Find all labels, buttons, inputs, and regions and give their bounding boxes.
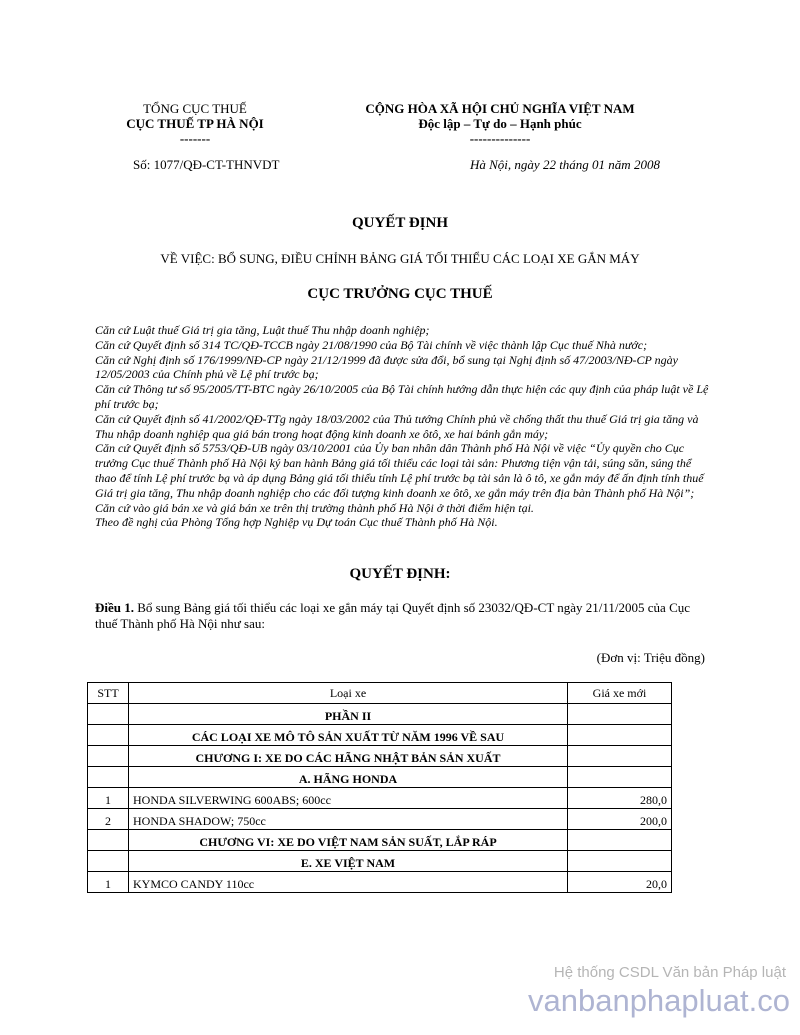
row-name: KYMCO CANDY 110cc (129, 872, 568, 893)
row-name: CÁC LOẠI XE MÔ TÔ SẢN XUẤT TỪ NĂM 1996 VỀ SAU (129, 725, 568, 746)
row-price: 280,0 (568, 788, 672, 809)
document-number: Số: 1077/QĐ-CT-THNVDT (133, 157, 280, 172)
row-name: HONDA SHADOW; 750cc (129, 809, 568, 830)
table-row (88, 746, 672, 767)
basis-item: Căn cứ Quyết định số 5753/QĐ-UB ngày 03/10/2001 của Ủy ban nhân dân Thành phố Hà Nội về việc “Ủy quyền cho Cục trưởng Cục thuế Thành phố Hà Nội ký ban hành Bảng giá tối thiểu các loại tài sản: Phương tiện vận tải, súng săn, súng thể thao để tính Lệ phí trước bạ và áp dụng Bảng giá tối thiểu tính Lệ phí trước bạ tài sản là ô tô, xe gắn máy để ấn định tính thuế Giá trị gia tăng, Thu nhập doanh nghiệp cho các đối tượng kinh doanh xe ôtô, xe gắn máy trên địa bàn Thành phố Hà Nội”; (95, 441, 704, 500)
legal-basis (95, 323, 710, 530)
issuer-name: CỤC THUẾ TP HÀ NỘI (126, 116, 264, 131)
row-price (568, 746, 672, 767)
document-date: Hà Nội, ngày 22 tháng 01 năm 2008 (470, 157, 660, 172)
row-price: 200,0 (568, 809, 672, 830)
row-stt (88, 830, 129, 851)
article-1-text: Bổ sung Bảng giá tối thiểu các loại xe gắn máy tại Quyết định số 23032/QĐ-CT ngày 21/11/2005 của Cục thuế Thành phố Hà Nội như sau: (95, 600, 691, 631)
row-stt (88, 704, 129, 725)
basis-item: Căn cứ Thông tư số 95/2005/TT-BTC ngày 26/10/2005 của Bộ Tài chính hướng dẫn thực hiện các quy định của pháp luật về Lệ phí trước bạ; (95, 382, 709, 411)
issuer-block (90, 101, 300, 146)
header-vehicle-type: Loại xe (129, 683, 568, 704)
table-header-row (88, 683, 672, 704)
table-row (88, 809, 672, 830)
issuer-divider: ------- (179, 131, 211, 146)
national-motto-block (330, 101, 670, 146)
row-name: CHƯƠNG VI: XE DO VIỆT NAM SẢN SUẤT, LẮP RÁP (129, 830, 568, 851)
row-name: PHẦN II (129, 704, 568, 725)
table-row (88, 851, 672, 872)
table-row (88, 725, 672, 746)
table-row (88, 788, 672, 809)
header-stt: STT (88, 683, 129, 704)
row-price (568, 704, 672, 725)
row-name: CHƯƠNG I: XE DO CÁC HÃNG NHẬT BẢN SẢN XUẤT (129, 746, 568, 767)
table-row (88, 872, 672, 893)
table-row (88, 767, 672, 788)
row-stt (88, 851, 129, 872)
row-stt: 1 (88, 788, 129, 809)
decision-heading: QUYẾT ĐỊNH: (349, 566, 451, 582)
article-1-label: Điều 1. (95, 600, 134, 615)
motto: Độc lập – Tự do – Hạnh phúc (418, 116, 582, 131)
basis-item: Căn cứ Luật thuế Giá trị gia tăng, Luật thuế Thu nhập doanh nghiệp; (95, 323, 430, 337)
basis-item: Căn cứ vào giá bán xe và giá bán xe trên thị trường thành phố Hà Nội ở thời điểm hiện tại. (95, 500, 534, 515)
basis-item: Căn cứ Nghị định số 176/1999/NĐ-CP ngày 21/12/1999 đã được sửa đổi, bổ sung tại Nghị định số 47/2003/NĐ-CP ngày 12/05/2003 của Chính phủ về Lệ phí trước bạ; (95, 352, 678, 382)
row-stt (88, 725, 129, 746)
watermark-domain: vanbanphapluat.co (527, 983, 790, 1018)
row-price: 20,0 (568, 872, 672, 893)
row-name: E. XE VIỆT NAM (129, 851, 568, 872)
row-stt (88, 746, 129, 767)
basis-item: Theo đề nghị của Phòng Tổng hợp Nghiệp vụ Dự toán Cục thuế Thành phố Hà Nội. (95, 515, 498, 530)
basis-item: Căn cứ Quyết định số 41/2002/QĐ-TTg ngày 18/03/2002 của Thủ tướng Chính phủ về chống thất thu thuế Giá trị gia tăng và Thu nhập doanh nghiệp qua giá bán trong hoạt động kinh doanh xe ôtô, xe hai bánh gắn máy; (95, 411, 699, 441)
nation-name: CỘNG HÒA XÃ HỘI CHỦ NGHĨA VIỆT NAM (365, 101, 635, 116)
row-price (568, 725, 672, 746)
row-stt: 2 (88, 809, 129, 830)
authority-title: CỤC TRƯỞNG CỤC THUẾ (307, 286, 493, 302)
document-title: QUYẾT ĐỊNH (352, 215, 448, 231)
issuer-parent: TỔNG CỤC THUẾ (143, 101, 247, 116)
motto-divider: -------------- (469, 131, 531, 146)
unit-note: (Đơn vị: Triệu đồng) (596, 650, 705, 665)
document-subject: VỀ VIỆC: BỔ SUNG, ĐIỀU CHỈNH BẢNG GIÁ TỐI THIỂU CÁC LOẠI XE GẮN MÁY (160, 251, 640, 266)
table-row (88, 830, 672, 851)
row-price (568, 851, 672, 872)
row-stt (88, 767, 129, 788)
article-1 (95, 600, 705, 632)
header-new-price: Giá xe mới (568, 683, 672, 704)
watermark-caption: Hệ thống CSDL Văn bản Pháp luật (553, 964, 786, 981)
row-name: HONDA SILVERWING 600ABS; 600cc (129, 788, 568, 809)
row-name: A. HÃNG HONDA (129, 767, 568, 788)
table-row (88, 704, 672, 725)
price-table (87, 682, 672, 893)
row-price (568, 767, 672, 788)
basis-item: Căn cứ Quyết định số 314 TC/QĐ-TCCB ngày 21/08/1990 của Bộ Tài chính về việc thành lập Cục thuế Nhà nước; (95, 337, 648, 352)
row-price (568, 830, 672, 851)
row-stt: 1 (88, 872, 129, 893)
